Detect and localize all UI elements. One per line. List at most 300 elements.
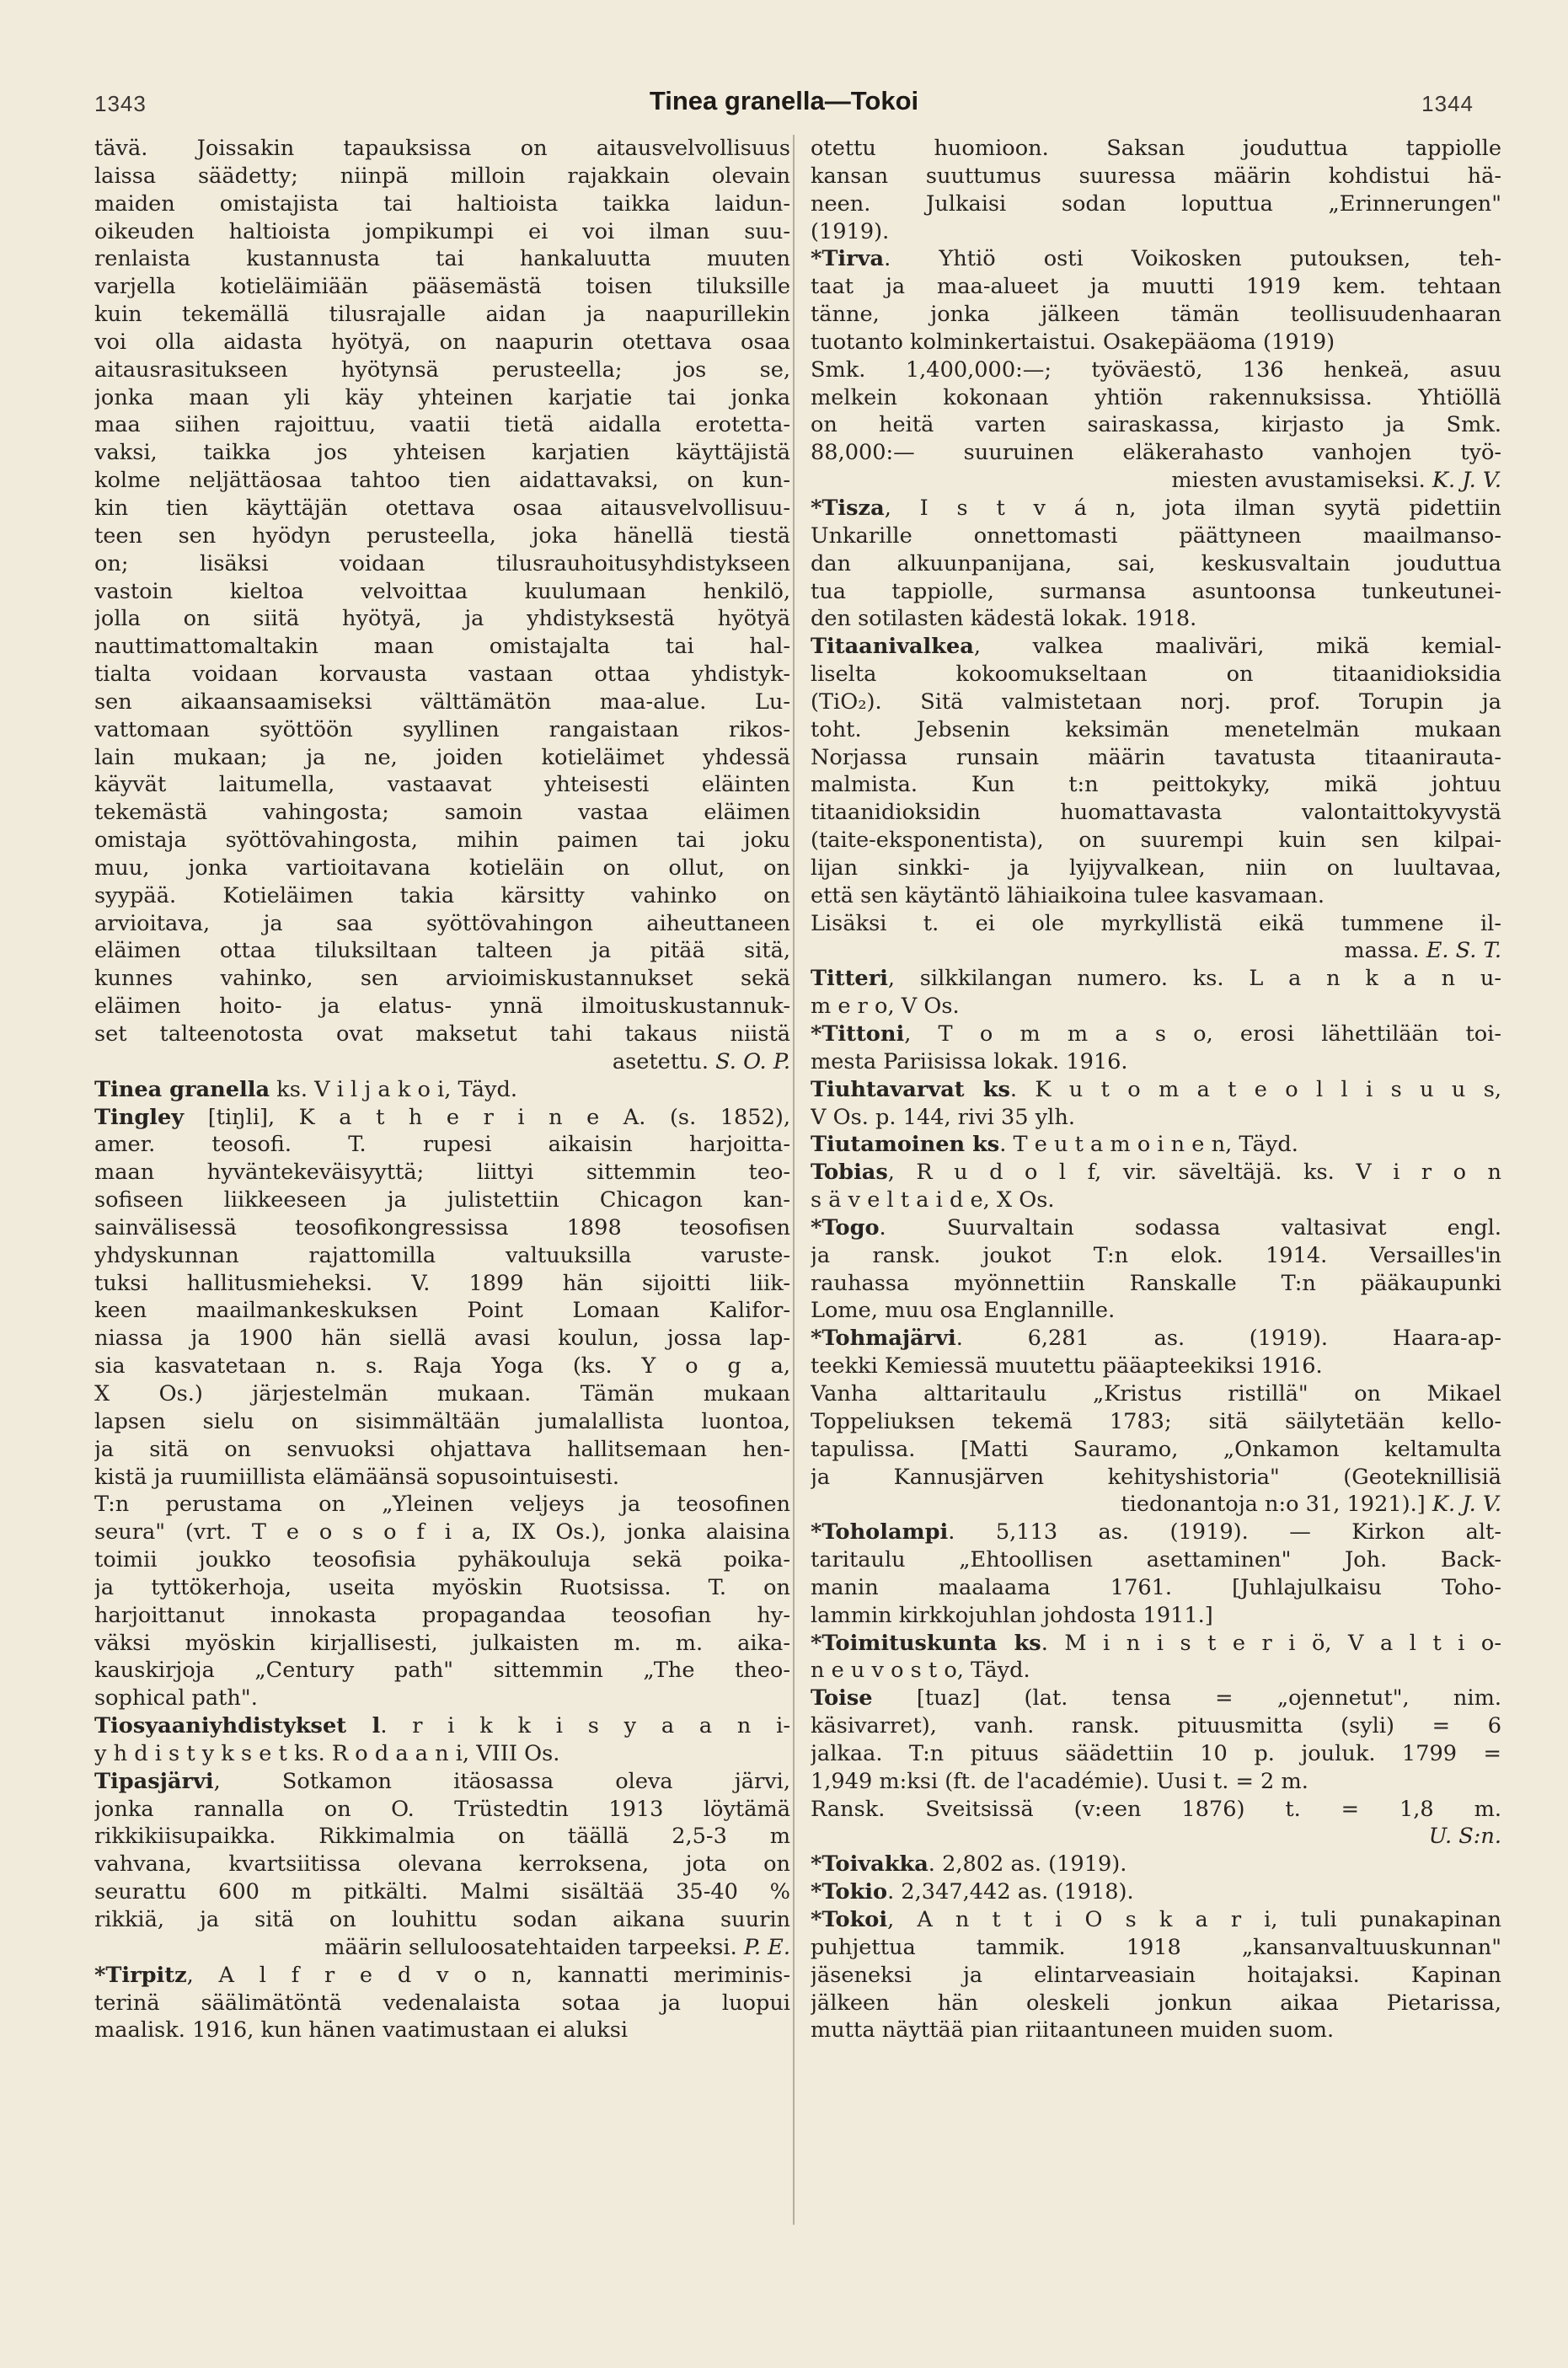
text-line — [94, 1214, 790, 1242]
line-text: V Os. p. 144, rivi 35 ylh. — [811, 1104, 1075, 1130]
text-line — [94, 1048, 790, 1076]
line-text: tialta voidaan korvausta vastaan ottaa yhdistyk- — [94, 662, 790, 688]
text-line — [94, 1934, 790, 1962]
line-text: set talteenotosta ovat maksetut tahi takaus niistä — [94, 1021, 790, 1047]
text-line — [94, 1380, 790, 1408]
entry-headword: *Toimituskunta ks — [811, 1630, 1041, 1656]
line-text: lain mukaan; ja ne, joiden kotieläimet yhdessä — [94, 744, 790, 770]
text-line — [811, 661, 1501, 688]
line-text: omistaja syöttövahingosta, mihin paimen tai joku — [94, 828, 790, 854]
line-text: s ä v e l t a i d e, X Os. — [811, 1187, 1055, 1213]
text-line — [94, 273, 790, 301]
line-text: (TiO₂). Sitä valmistetaan norj. prof. Torupin ja — [811, 688, 1501, 715]
text-line — [94, 633, 790, 661]
line-text: puhjettua tammik. 1918 „kansanvaltuuskunnan" — [811, 1934, 1501, 1960]
line-text: että sen käytäntö lähiaikoina tulee kasvamaan. — [811, 882, 1325, 908]
entry-headword: *Tohmajärvi — [811, 1326, 956, 1352]
text-line — [94, 218, 790, 246]
text-line — [94, 744, 790, 772]
line-text: Tiutamoinen ks. T e u t a m o i n e n, Täyd. — [811, 1132, 1298, 1158]
text-line — [94, 910, 790, 938]
text-line — [811, 301, 1501, 329]
line-text: Titaanivalkea, valkea maaliväri, mikä kemial- — [811, 634, 1501, 660]
text-line — [94, 522, 790, 550]
line-text: toht. Jebsenin keksimän menetelmän mukaan — [811, 716, 1501, 742]
line-text: maan hyväntekeväisyyttä; liittyi sittemmin teo- — [94, 1160, 790, 1186]
text-line — [811, 965, 1501, 993]
text-line — [811, 163, 1501, 190]
author-signature: K. J. V. — [1432, 1492, 1501, 1518]
text-line — [811, 1851, 1501, 1878]
line-text: *Tittoni, T o m m a s o, erosi lähettilään toi- — [811, 1021, 1501, 1047]
text-line — [811, 633, 1501, 661]
text-line — [94, 1436, 790, 1464]
line-text: miesten avustamiseksi. — [1171, 468, 1426, 494]
line-text: jonka maan yli käy yhteinen karjatie tai jonka — [94, 384, 790, 410]
text-line — [811, 744, 1501, 772]
line-text: otettu huomioon. Saksan jouduttua tappiolle — [811, 136, 1501, 161]
line-text: Tinea granella ks. V i l j a k o i, Täyd. — [94, 1076, 518, 1102]
line-text: kansan suuttumus suuressa määrin kohdistui hä- — [811, 163, 1501, 189]
entry-headword: *Toivakka — [811, 1851, 928, 1878]
text-line — [811, 1021, 1501, 1048]
text-line — [811, 218, 1501, 246]
page-header — [94, 84, 1474, 126]
text-line — [811, 1214, 1501, 1242]
text-line — [94, 1491, 790, 1519]
line-text: sainvälisessä teosofikongressissa 1898 teosofisen — [94, 1214, 790, 1240]
text-line — [94, 163, 790, 190]
text-line — [94, 688, 790, 716]
text-line — [94, 467, 790, 495]
text-line — [811, 522, 1501, 550]
entry-headword: *Tisza — [811, 495, 885, 521]
line-text: tiedonantoja n:o 31, 1921).] — [1121, 1492, 1426, 1518]
text-line — [811, 273, 1501, 301]
text-line — [811, 1048, 1501, 1076]
line-text: on; lisäksi voidaan tilusrauhoitusyhdistykseen — [94, 550, 790, 576]
column-divider — [793, 135, 795, 2225]
line-text: aitausrasitukseen hyötynsä perusteella; jos se, — [94, 356, 790, 383]
line-text: lijan sinkki- ja lyijyvalkean, niin on luultavaa, — [811, 855, 1501, 881]
text-line — [811, 1408, 1501, 1436]
text-line — [94, 439, 790, 467]
text-line — [94, 1076, 790, 1104]
line-text: den sotilasten kädestä lokak. 1918. — [811, 606, 1197, 632]
text-line — [811, 937, 1501, 965]
text-line — [94, 384, 790, 412]
line-text: sofiseen liikkeeseen ja julistettiin Chicagon kan- — [94, 1187, 790, 1213]
line-text: rauhassa myönnettiin Ranskalle T:n pääkaupunki — [811, 1270, 1501, 1296]
text-line — [94, 1159, 790, 1187]
text-line — [811, 329, 1501, 356]
line-text: *Toholampi. 5,113 as. (1919). — Kirkon alt- — [811, 1519, 1501, 1546]
line-text: tuotanto kolminkertaistui. Osakepääoma (1919) — [811, 329, 1335, 355]
line-text: teekki Kemiessä muutettu pääapteekiksi 1916. — [811, 1353, 1323, 1380]
line-text: dan alkuunpanijana, sai, keskusvaltain jouduttua — [811, 550, 1501, 576]
line-text: toimii joukko teosofisia pyhäkouluja sekä poika- — [94, 1547, 790, 1573]
line-text: kistä ja ruumiillista elämäänsä sopusointuisesti. — [94, 1464, 620, 1490]
line-text: yhdyskunnan rajattomilla valtuuksilla varuste- — [94, 1242, 790, 1268]
line-text: tapulissa. [Matti Sauramo, „Onkamon keltamulta — [811, 1436, 1501, 1462]
line-text: *Tisza, I s t v á n, jota ilman syytä pidettiin — [811, 495, 1501, 521]
line-text: malmista. Kun t:n peittokyky, mikä johtuu — [811, 772, 1501, 798]
text-line — [94, 1740, 790, 1768]
text-line — [94, 1602, 790, 1630]
line-text: T:n perustama on „Yleinen veljeys ja teosofinen — [94, 1492, 790, 1518]
line-text: *Togo. Suurvaltain sodassa valtasivat engl. — [811, 1214, 1501, 1240]
text-line — [811, 1712, 1501, 1740]
line-text: Tingley [tiŋli], K a t h e r i n e A. (s. 1852), — [94, 1104, 790, 1130]
line-text: kunnes vahinko, sen arvioimiskustannukset sekä — [94, 966, 790, 992]
text-line — [811, 1962, 1501, 1990]
line-text: *Tokio. 2,347,442 as. (1918). — [811, 1879, 1134, 1905]
line-text: taat ja maa-alueet ja muutti 1919 kem. tehtaan — [811, 274, 1501, 300]
text-line — [94, 1712, 790, 1740]
line-text: varjella kotieläimiään pääsemästä toisen tiluksille — [94, 274, 790, 300]
line-text: muu, jonka vartioitavana kotieläin on ollut, on — [94, 855, 790, 881]
line-text: renlaista kustannusta tai hankaluutta muuten — [94, 246, 790, 272]
text-line — [94, 1408, 790, 1436]
text-line — [94, 1796, 790, 1824]
text-line — [811, 1630, 1501, 1658]
text-line — [811, 245, 1501, 273]
text-line — [811, 1934, 1501, 1962]
left-column — [94, 135, 790, 2044]
line-text: *Toimituskunta ks. M i n i s t e r i ö, V a l t i o- — [811, 1630, 1501, 1656]
text-line — [94, 993, 790, 1021]
text-line — [94, 1851, 790, 1878]
line-text: vastoin kieltoa velvoittaa kuulumaan henkilö, — [94, 578, 790, 604]
entry-headword: *Tirpitz — [94, 1962, 187, 1988]
text-line — [811, 1242, 1501, 1270]
text-line — [811, 1491, 1501, 1519]
text-line — [94, 1131, 790, 1159]
line-text: laissa säädetty; niinpä milloin rajakkain olevain — [94, 163, 790, 189]
text-line — [94, 1297, 790, 1325]
text-line — [94, 799, 790, 827]
entry-headword: Tinea granella — [94, 1076, 270, 1102]
line-text: sia kasvatetaan n. s. Raja Yoga (ks. Y o g a, — [94, 1353, 790, 1380]
line-text: Lisäksi t. ei ole myrkyllistä eikä tummene il- — [811, 910, 1501, 936]
entry-headword: *Tokoi — [811, 1907, 888, 1932]
text-line — [811, 384, 1501, 412]
line-text: *Tokoi, A n t t i O s k a r i, tuli punakapinan — [811, 1907, 1501, 1932]
text-line — [811, 1159, 1501, 1187]
line-text: voi olla aidasta hyötyä, on naapurin otettava osaa — [94, 329, 790, 355]
right-column — [811, 135, 1501, 2044]
author-signature: P. E. — [743, 1934, 790, 1960]
line-text: Toppeliuksen tekemä 1783; sitä säilytetään kello- — [811, 1408, 1501, 1434]
line-text: sophical path". — [94, 1685, 258, 1712]
line-text: vahvana, kvartsiitissa olevana kerroksena, jota on — [94, 1851, 790, 1878]
line-text: jäseneksi ja elintarveasiain hoitajaksi. Kapinan — [811, 1962, 1501, 1988]
text-line — [811, 190, 1501, 218]
text-line — [811, 1602, 1501, 1630]
line-text: Toise [tuaz] (lat. tensa = „ojennetut", nim. — [811, 1685, 1501, 1712]
text-line — [94, 882, 790, 910]
text-line — [811, 1796, 1501, 1824]
line-text: Tipasjärvi, Sotkamon itäosassa oleva järvi, — [94, 1768, 790, 1794]
text-line — [94, 550, 790, 578]
text-line — [94, 578, 790, 606]
text-line — [811, 1740, 1501, 1768]
text-line — [94, 716, 790, 744]
line-text: lammin kirkkojuhlan johdosta 1911.] — [811, 1602, 1213, 1628]
line-text: väksi myöskin kirjallisesti, julkaisten m. m. aika- — [94, 1630, 790, 1656]
text-line — [94, 1823, 790, 1851]
text-line — [94, 329, 790, 356]
line-text: harjoittanut innokasta propagandaa teosofian hy- — [94, 1602, 790, 1628]
line-text: eläimen hoito- ja elatus- ynnä ilmoituskustannuk- — [94, 994, 790, 1020]
line-text: tekemästä vahingosta; samoin vastaa eläimen — [94, 800, 790, 826]
text-line — [94, 1630, 790, 1658]
text-line — [811, 495, 1501, 522]
entry-headword: Toise — [811, 1685, 873, 1712]
line-text: n e u v o s t o, Täyd. — [811, 1658, 1030, 1684]
line-text: Lome, muu osa Englannille. — [811, 1298, 1116, 1324]
text-line — [94, 1906, 790, 1934]
text-line — [94, 1546, 790, 1574]
text-line — [94, 1685, 790, 1712]
line-text: kuin tekemällä tilusrajalle aidan ja naapurillekin — [94, 302, 790, 328]
line-text: käsivarret), vanh. ransk. pituusmitta (syli) = 6 — [811, 1713, 1501, 1739]
text-line — [811, 1464, 1501, 1492]
text-line — [811, 467, 1501, 495]
line-text: *Tohmajärvi. 6,281 as. (1919). Haara-ap- — [811, 1326, 1501, 1352]
text-line — [811, 688, 1501, 716]
line-text: tuksi hallitusmieheksi. V. 1899 hän sijoitti liik- — [94, 1270, 790, 1296]
line-text: arvioitava, ja saa syöttövahingon aiheuttaneen — [94, 910, 790, 936]
entry-headword: Tiosyaaniyhdistykset l — [94, 1713, 381, 1739]
line-text: rikkiä, ja sitä on louhittu sodan aikana suurin — [94, 1907, 790, 1932]
text-line — [811, 1297, 1501, 1325]
text-line — [811, 1187, 1501, 1214]
line-text: tänne, jonka jälkeen tämän teollisuudenhaaran — [811, 302, 1501, 328]
line-text: tua tappiolle, surmansa asuntoonsa tunkeutunei- — [811, 578, 1501, 604]
text-line — [811, 1657, 1501, 1685]
line-text: *Tirpitz, A l f r e d v o n, kannatti meriminis- — [94, 1962, 790, 1988]
text-line — [94, 937, 790, 965]
line-text: Unkarille onnettomasti päättyneen maailmanso- — [811, 522, 1501, 549]
text-line — [811, 1519, 1501, 1546]
text-line — [94, 2017, 790, 2044]
text-line — [811, 910, 1501, 938]
text-line — [94, 1187, 790, 1214]
line-text: maa siihen rajoittuu, vaatii tietä aidalla erotetta- — [94, 412, 790, 438]
entry-headword: Tingley — [94, 1104, 185, 1130]
text-line — [94, 495, 790, 522]
line-text: lapsen sielu on sisimmältään jumalallista luontoa, — [94, 1408, 790, 1434]
page-number-right: 1344 — [1421, 91, 1474, 116]
line-text: määrin selluloosatehtaiden tarpeeksi. — [324, 1934, 737, 1960]
entry-headword: Tiuhtavarvat ks — [811, 1076, 1010, 1102]
text-line — [811, 1104, 1501, 1132]
line-text: jalkaa. T:n pituus säädettiin 10 p. jouluk. 1799 = — [811, 1740, 1501, 1766]
text-line — [811, 605, 1501, 633]
text-line — [94, 661, 790, 688]
text-line — [94, 356, 790, 384]
line-text: melkein kokonaan yhtiön rakennuksissa. Yhtiöllä — [811, 384, 1501, 410]
line-text: sen aikaansaamiseksi välttämätön maa-alue. Lu- — [94, 688, 790, 715]
entry-headword: Tipasjärvi — [94, 1768, 214, 1794]
entry-headword: *Tittoni — [811, 1021, 905, 1047]
text-line — [811, 827, 1501, 855]
text-line — [811, 716, 1501, 744]
text-line — [811, 1380, 1501, 1408]
line-text: vaksi, taikka jos yhteisen karjatien käyttäjistä — [94, 440, 790, 466]
line-text: 88,000:— suuruinen eläkerahasto vanhojen työ- — [811, 440, 1501, 466]
line-text: maiden omistajista tai haltioista taikka laidun- — [94, 190, 790, 217]
author-signature: K. J. V. — [1432, 468, 1501, 494]
line-text: tävä. Joissakin tapauksissa on aitausvelvollisuus — [94, 136, 790, 161]
text-line — [94, 855, 790, 882]
text-line — [94, 245, 790, 273]
line-text: keen maailmankeskuksen Point Lomaan Kalifor- — [94, 1298, 790, 1324]
text-line — [811, 1270, 1501, 1298]
line-text: jonka rannalla on O. Trüstedtin 1913 löytämä — [94, 1796, 790, 1822]
text-line — [94, 1242, 790, 1270]
text-line — [811, 550, 1501, 578]
line-text: jälkeen hän oleskeli jonkun aikaa Pietarissa, — [811, 1990, 1501, 2016]
line-text: y h d i s t y k s e t ks. R o d a a n i, VIII Os. — [94, 1740, 560, 1766]
text-line — [811, 855, 1501, 882]
line-text: rikkikiisupaikka. Rikkimalmia on täällä 2,5-3 m — [94, 1824, 790, 1850]
text-line — [811, 356, 1501, 384]
line-text: *Toivakka. 2,802 as. (1919). — [811, 1851, 1127, 1878]
line-text: Norjassa runsain määrin tavatusta titaanirauta- — [811, 744, 1501, 770]
text-line — [811, 1768, 1501, 1796]
text-line — [94, 1962, 790, 1990]
text-line — [811, 799, 1501, 827]
line-text: Tobias, R u d o l f, vir. säveltäjä. ks. V i r o n — [811, 1160, 1501, 1186]
text-line — [811, 1353, 1501, 1380]
text-line — [811, 411, 1501, 439]
line-text: terinä säälimätöntä vedenalaista sotaa ja luopui — [94, 1990, 790, 2016]
line-text: amer. teosofi. T. rupesi aikaisin harjoitta- — [94, 1132, 790, 1158]
text-line — [811, 1878, 1501, 1906]
line-text: ja Kannusjärven kehityshistoria" (Geoteknillisiä — [811, 1464, 1501, 1490]
running-title: Tinea granella—Tokoi — [649, 86, 919, 115]
entry-headword: *Toholampi — [811, 1519, 949, 1546]
entry-headword: Titteri — [811, 966, 888, 992]
text-line — [811, 1574, 1501, 1602]
line-text: 1,949 m:ksi (ft. de l'académie). Uusi t. = 2 m. — [811, 1768, 1308, 1794]
line-text: (1919). — [811, 218, 890, 244]
text-line — [94, 1657, 790, 1685]
text-line — [811, 439, 1501, 467]
line-text: Tiosyaaniyhdistykset l. r i k k i s y a a n i- — [94, 1713, 790, 1739]
entry-headword: Tiutamoinen ks — [811, 1132, 1000, 1158]
line-text: seurattu 600 m pitkälti. Malmi sisältää 35-40 % — [94, 1879, 790, 1905]
line-text: kin tien käyttäjän otettava osaa aitausvelvollisuu- — [94, 495, 790, 521]
line-text: jolla on siitä hyötyä, ja yhdistyksestä hyötyä — [94, 606, 790, 632]
text-line — [94, 1353, 790, 1380]
text-line — [811, 1823, 1501, 1851]
line-text: m e r o, V Os. — [811, 994, 960, 1020]
text-line — [94, 135, 790, 163]
line-text: maalisk. 1916, kun hänen vaatimustaan ei aluksi — [94, 2017, 629, 2044]
text-line — [94, 1768, 790, 1796]
entry-headword: Titaanivalkea — [811, 634, 974, 660]
line-text: oikeuden haltioista jompikumpi ei voi ilman suu- — [94, 218, 790, 244]
text-line — [811, 1131, 1501, 1159]
text-line — [94, 301, 790, 329]
text-line — [94, 1270, 790, 1298]
line-text: Ransk. Sveitsissä (v:een 1876) t. = 1,8 m. — [811, 1796, 1501, 1822]
text-line — [811, 2017, 1501, 2044]
text-line — [811, 1436, 1501, 1464]
line-text: eläimen ottaa tiluksiltaan talteen ja pitää sitä, — [94, 938, 790, 964]
line-text: neen. Julkaisi sodan loputtua „Erinnerungen" — [811, 190, 1501, 217]
text-line — [94, 1990, 790, 2017]
entry-headword: *Tokio — [811, 1879, 888, 1905]
line-text: teen sen hyödyn perusteella, joka hänellä tiestä — [94, 522, 790, 549]
line-text: liselta kokoomukseltaan on titaanidioksidia — [811, 662, 1501, 688]
text-line — [811, 993, 1501, 1021]
text-line — [94, 1464, 790, 1492]
text-line — [94, 1574, 790, 1602]
text-line — [811, 1076, 1501, 1104]
text-line — [811, 1906, 1501, 1934]
text-line — [94, 827, 790, 855]
line-text: manin maalaama 1761. [Juhlajulkaisu Toho- — [811, 1574, 1501, 1600]
text-line — [94, 771, 790, 799]
line-text: ja ransk. joukot T:n elok. 1914. Versailles'in — [811, 1242, 1501, 1268]
text-line — [811, 1325, 1501, 1353]
author-signature: U. S:n. — [1428, 1824, 1501, 1850]
entry-headword: *Togo — [811, 1214, 880, 1240]
line-text: massa. — [1344, 938, 1420, 964]
text-line — [94, 605, 790, 633]
line-text: on heitä varten sairaskassa, kirjasto ja Smk. — [811, 412, 1501, 438]
text-line — [811, 578, 1501, 606]
text-line — [94, 1325, 790, 1353]
author-signature: S. O. P. — [715, 1048, 790, 1074]
line-text: Smk. 1,400,000:—; työväestö, 136 henkeä, asuu — [811, 356, 1501, 383]
text-line — [811, 771, 1501, 799]
line-text: ja tyttökerhoja, useita myöskin Ruotsissa. T. on — [94, 1574, 790, 1600]
page-number-left: 1343 — [94, 91, 147, 116]
line-text: käyvät laitumella, vastaavat yhteisesti eläinten — [94, 772, 790, 798]
line-text: titaanidioksidin huomattavasta valontaittokyvystä — [811, 800, 1501, 826]
line-text: Tiuhtavarvat ks. K u t o m a t e o l l i s u u s, — [811, 1076, 1501, 1102]
entry-headword: *Tirva — [811, 246, 885, 272]
text-line — [811, 1685, 1501, 1712]
line-text: X Os.) järjestelmän mukaan. Tämän mukaan — [94, 1380, 790, 1406]
text-line — [811, 1990, 1501, 2017]
author-signature: E. S. T. — [1426, 938, 1501, 964]
text-line — [94, 1104, 790, 1132]
entry-headword: Tobias — [811, 1160, 888, 1186]
text-line — [94, 1878, 790, 1906]
line-text: kauskirjoja „Century path" sittemmin „The theo- — [94, 1658, 790, 1684]
line-text: *Tirva. Yhtiö osti Voikosken putouksen, teh- — [811, 246, 1501, 272]
line-text: syypää. Kotieläimen takia kärsitty vahinko on — [94, 882, 790, 908]
text-line — [94, 1021, 790, 1048]
text-line — [94, 190, 790, 218]
text-line — [811, 1546, 1501, 1574]
text-line — [811, 882, 1501, 910]
line-text: mesta Pariisissa lokak. 1916. — [811, 1048, 1128, 1074]
line-text: vattomaan syöttöön syyllinen rangaistaan rikos- — [94, 716, 790, 742]
line-text: Titteri, silkkilangan numero. ks. L a n k a n u- — [811, 966, 1501, 992]
line-text: ja sitä on senvuoksi ohjattava hallitsemaan hen- — [94, 1436, 790, 1462]
text-line — [94, 1519, 790, 1546]
line-text: nauttimattomaltakin maan omistajalta tai hal- — [94, 634, 790, 660]
line-text: mutta näyttää pian riitaantuneen muiden suom. — [811, 2017, 1335, 2044]
line-text: kolme neljättäosaa tahtoo tien aidattavaksi, on kun- — [94, 468, 790, 494]
